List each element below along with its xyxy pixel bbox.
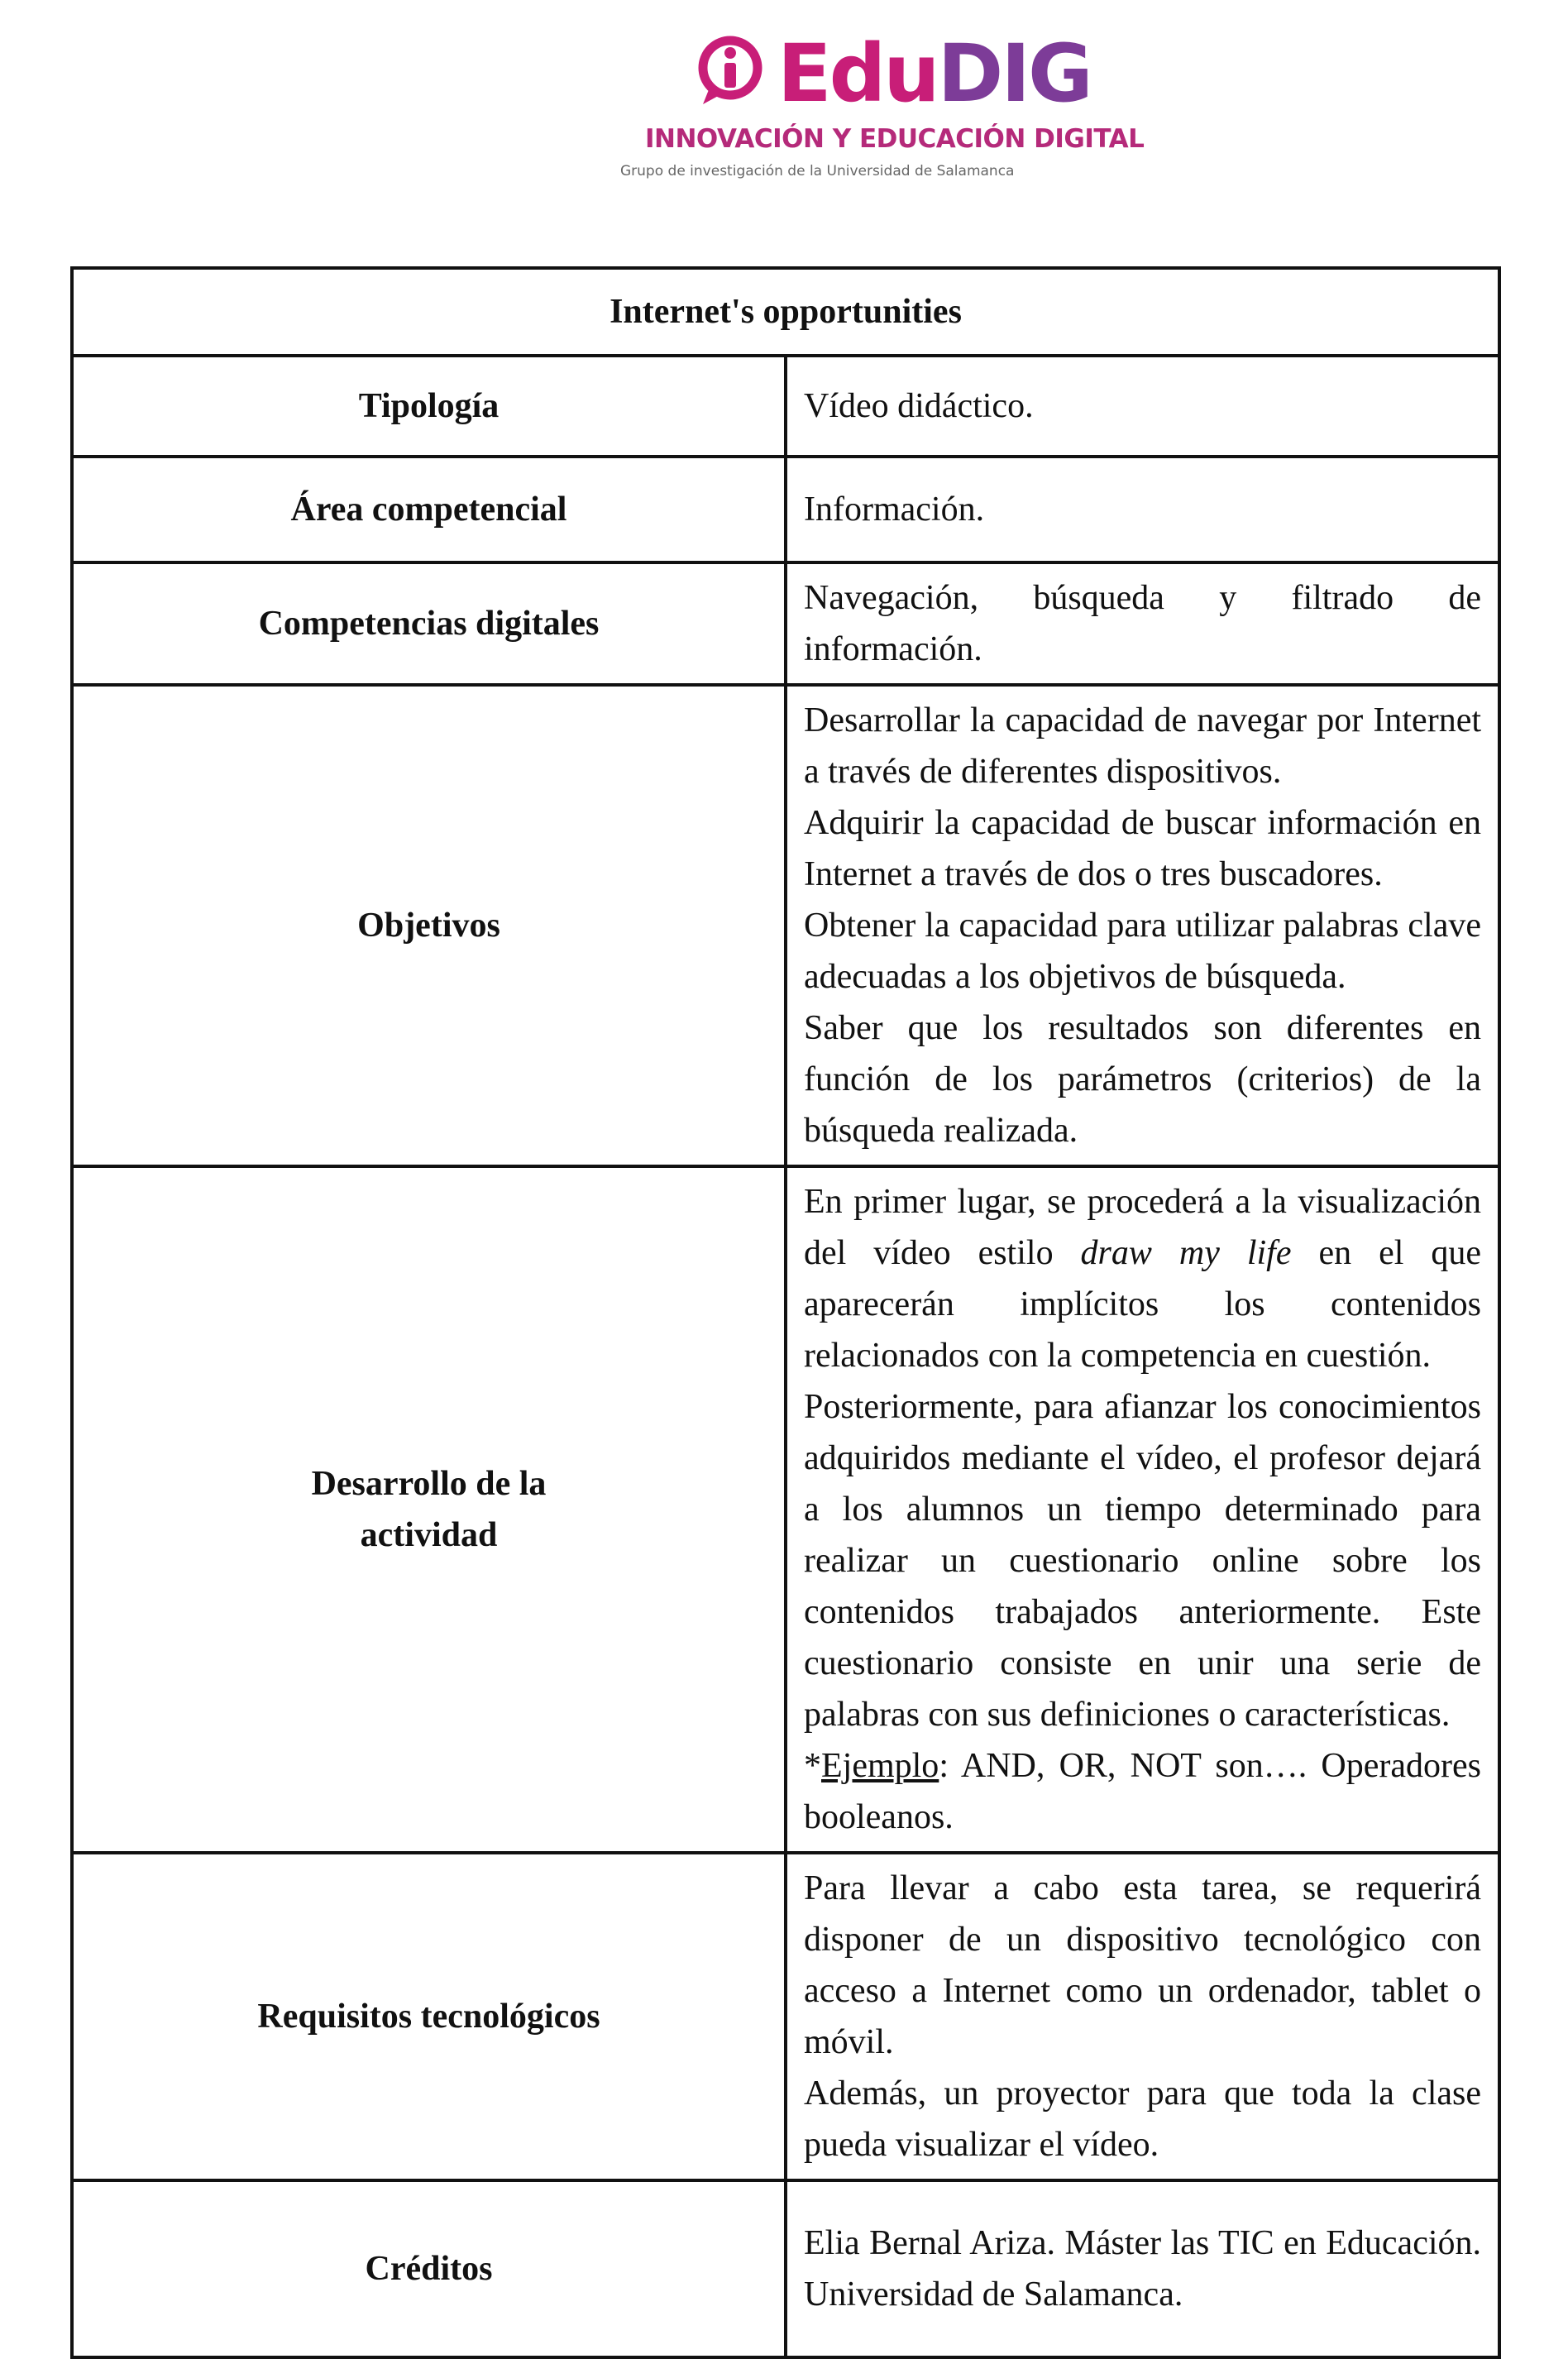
requisitos-paragraph: Además, un proyector para que toda la clase pueda visualizar el vídeo. <box>804 2074 1481 2164</box>
info-i-icon <box>693 33 767 108</box>
desarrollo-p3-star: * <box>804 1747 821 1785</box>
desarrollo-p1-italic: draw my life <box>1080 1234 1292 1272</box>
row-value-competencias: Navegación, búsqueda y filtrado de información. <box>786 562 1499 685</box>
table-row-requisitos <box>72 1853 1499 2180</box>
desarrollo-p3-rest: : AND, OR, NOT son…. Operadores booleanos. <box>804 1747 1481 1836</box>
row-label-competencias: Competencias digitales <box>72 562 786 685</box>
edudig-logo <box>0 0 1568 207</box>
table-title-row <box>72 268 1499 356</box>
table-row-tipologia <box>72 356 1499 457</box>
table-row-objetivos <box>72 685 1499 1166</box>
desarrollo-paragraph-2: Posteriormente, para afianzar los conocimientos adquiridos mediante el vídeo, el profesor dejará a los alumnos un tiempo determinado para realizar un cuestionario online sobre los contenidos trabajados anteriormente. Este cuestionario consiste en unir una serie de palabras con sus definiciones o características. <box>804 1388 1481 1734</box>
activity-table <box>70 266 1501 2359</box>
table-row-desarrollo <box>72 1166 1499 1853</box>
row-value-desarrollo <box>786 1166 1499 1853</box>
logo-word-dig: DIG <box>937 27 1091 120</box>
desarrollo-paragraph-3 <box>804 1740 1481 1843</box>
row-label-creditos: Créditos <box>72 2180 786 2357</box>
table-row-area <box>72 457 1499 562</box>
row-label-objetivos: Objetivos <box>72 685 786 1166</box>
requisitos-paragraph: Para llevar a cabo esta tarea, se requerirá disponer de un dispositivo tecnológico con acceso a Internet como un ordenador, tablet o móvil. <box>804 1869 1481 2061</box>
table-row-creditos <box>72 2180 1499 2357</box>
row-value-objetivos <box>786 685 1499 1166</box>
row-label-area: Área competencial <box>72 457 786 562</box>
row-value-tipologia: Vídeo didáctico. <box>786 356 1499 457</box>
logo-subtitle: Grupo de investigación de la Universidad de Salamanca <box>620 163 1015 179</box>
desarrollo-p3-example-label: Ejemplo <box>821 1747 939 1785</box>
logo-word-edu: Edu <box>777 27 938 120</box>
row-label-desarrollo-line1: Desarrollo de la <box>311 1465 547 1503</box>
row-value-area: Información. <box>786 457 1499 562</box>
table-title: Internet's opportunities <box>72 268 1499 356</box>
desarrollo-p1-start: En primer lugar, se procederá a la visualización del vídeo estilo <box>804 1183 1481 1272</box>
objetivo-paragraph: Adquirir la capacidad de buscar información en Internet a través de dos o tres buscadores. <box>804 804 1481 893</box>
desarrollo-paragraph-1 <box>804 1176 1481 1381</box>
objetivo-paragraph: Obtener la capacidad para utilizar palabras clave adecuadas a los objetivos de búsqueda. <box>804 907 1481 996</box>
row-label-tipologia: Tipología <box>72 356 786 457</box>
row-label-desarrollo <box>72 1166 786 1853</box>
desarrollo-p1-end: en el que aparecerán implícitos los contenidos relacionados con la competencia en cuestión. <box>804 1234 1482 1375</box>
row-value-creditos: Elia Bernal Ariza. Máster las TIC en Educación. Universidad de Salamanca. <box>786 2180 1499 2357</box>
row-value-requisitos <box>786 1853 1499 2180</box>
logo-tagline: INNOVACIÓN Y EDUCACIÓN DIGITAL <box>645 124 1145 154</box>
logo-wordmark <box>777 28 1091 119</box>
objetivo-paragraph: Saber que los resultados son diferentes en función de los parámetros (criterios) de la búsqueda realizada. <box>804 1009 1481 1150</box>
objetivo-paragraph: Desarrollar la capacidad de navegar por Internet a través de diferentes dispositivos. <box>804 701 1481 791</box>
table-row-competencias <box>72 562 1499 685</box>
row-label-requisitos: Requisitos tecnológicos <box>72 1853 786 2180</box>
row-label-desarrollo-line2: actividad <box>360 1516 498 1554</box>
